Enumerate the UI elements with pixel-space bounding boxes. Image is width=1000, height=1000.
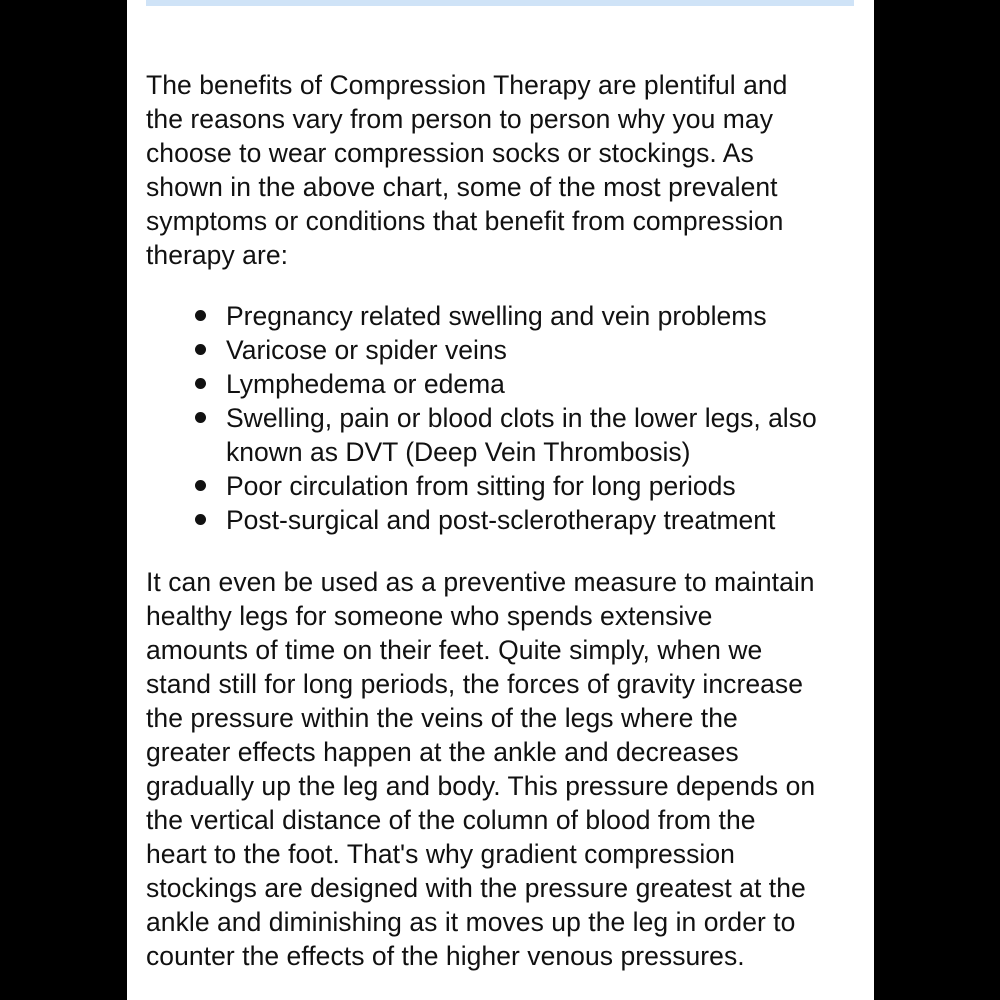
list-item-text: Poor circulation from sitting for long periods [226,471,736,501]
list-item-text: Swelling, pain or blood clots in the lower legs, also [226,403,817,433]
bullet-icon [195,310,206,321]
list-item-text: known as DVT (Deep Vein Thrombosis) [226,437,691,467]
intro-paragraph [146,68,856,272]
intro-line: shown in the above chart, some of the most prevalent [146,172,778,202]
top-accent-bar [146,0,854,6]
closing-line: amounts of time on their feet. Quite simply, when we [146,635,763,665]
intro-line: symptoms or conditions that benefit from compression [146,206,784,236]
closing-line: healthy legs for someone who spends extensive [146,601,713,631]
list-item [146,503,866,537]
list-item [146,401,866,469]
closing-line: the pressure within the veins of the legs where the [146,703,738,733]
bullet-icon [195,480,206,491]
bullet-icon [195,344,206,355]
closing-line: gradually up the leg and body. This pressure depends on [146,771,816,801]
conditions-list [146,299,866,537]
intro-line: The benefits of Compression Therapy are plentiful and [146,70,788,100]
closing-line: stockings are designed with the pressure greatest at the [146,873,806,903]
article-panel [127,0,874,1000]
intro-line: the reasons vary from person to person why you may [146,104,774,134]
list-item [146,299,866,333]
bullet-icon [195,514,206,525]
closing-line: greater effects happen at the ankle and decreases [146,737,739,767]
closing-line: stand still for long periods, the forces of gravity increase [146,669,803,699]
closing-line: ankle and diminishing as it moves up the leg in order to [146,907,796,937]
list-item-text: Varicose or spider veins [226,335,507,365]
intro-line: choose to wear compression socks or stockings. As [146,138,754,168]
list-item-text: Lymphedema or edema [226,369,505,399]
closing-line: It can even be used as a preventive measure to maintain [146,567,815,597]
closing-line: heart to the foot. That's why gradient compression [146,839,735,869]
bullet-icon [195,412,206,423]
list-item [146,367,866,401]
intro-line: therapy are: [146,240,289,270]
bullet-icon [195,378,206,389]
list-item [146,333,866,367]
closing-line: counter the effects of the higher venous pressures. [146,941,745,971]
list-item-text: Post-surgical and post-sclerotherapy treatment [226,505,776,535]
closing-line: the vertical distance of the column of blood from the [146,805,756,835]
closing-paragraph [146,565,856,973]
list-item-text: Pregnancy related swelling and vein problems [226,301,767,331]
list-item [146,469,866,503]
